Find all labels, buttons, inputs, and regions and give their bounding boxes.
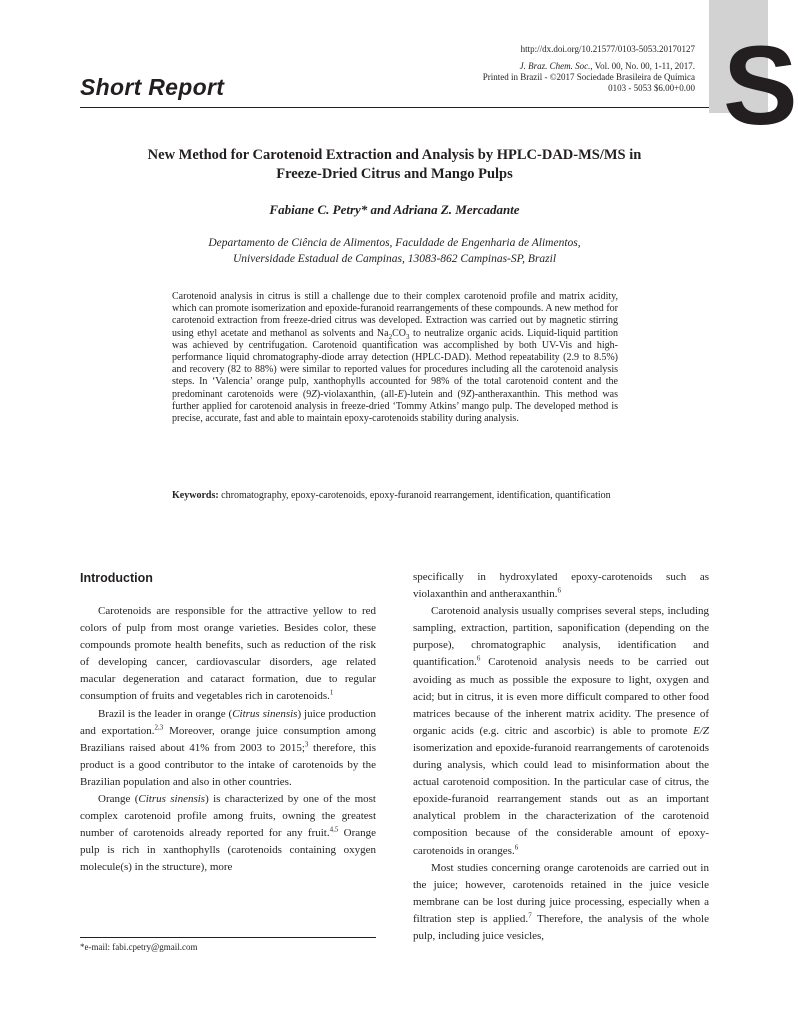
subscript: 2 [388, 332, 393, 341]
keywords-label: Keywords: [172, 490, 219, 501]
author-affiliation [80, 235, 709, 267]
paragraph-text: Moreover, orange juice consumption among Brazilians raised about 41% from 2003 to 2015; [80, 724, 376, 754]
abstract-text: )-lutein and (9 [403, 388, 466, 400]
section-logo-letter: S [723, 23, 798, 148]
journal-name: J. Braz. Chem. Soc. [519, 61, 591, 71]
paragraph-text: Therefore, the analysis of the whole pulp, including juice vesicles, [413, 912, 709, 942]
paragraph-text: Carotenoid analysis needs to be carried out avoiding as much as possible the exposure to light, oxygen and acid; but in citrus, it is even more difficult compared to other food matrices because of the inherent matrix acidity. The presence of organic acids (e.g. citric and ascorbic) is able to promote [413, 656, 709, 737]
citation-ref[interactable]: 1 [329, 688, 334, 697]
species-name: Citrus sinensis [138, 793, 206, 806]
paragraph [80, 791, 376, 876]
isomer-label: Z [311, 388, 317, 400]
right-column [413, 569, 709, 945]
paragraph-text: Carotenoids are responsible for the attractive yellow to red colors of pulp from most orange varieties. Besides color, these compounds promote health benefits, such as reduction of the risk of developing cancer, cardiovascular disorders, age related macular degeneration and cataract formation, due to regular consumption of fruits and vegetables rich in carotenoids. [80, 605, 376, 703]
paragraph-text: Brazil is the leader in orange ( [98, 707, 233, 720]
citation-ref[interactable]: 6 [514, 842, 519, 851]
paragraph [80, 603, 376, 706]
citation-ref[interactable]: 6 [476, 654, 481, 663]
abstract-text: Carotenoid analysis in citrus is still a challenge due to their complex carotenoid profile and matrix acidity, which can promote isomerization and epoxide-furanoid rearrangements of these compounds. A new method for carotenoid extraction from freeze-dried citrus was developed. Extraction was carried out by magnetic stirring using ethyl acetate and methanol as solvents and Na [172, 291, 618, 339]
abstract-text: to neutralize organic acids. Liquid-liquid partition was achieved by centrifugation. Carotenoid quantification was accomplished by both UV-Vis and high-performance liquid chromatography-diode array detection (HPLC-DAD). Method repeatability (2.9 to 8.5%) and recovery (82 to 88%) were similar to reported values for procedures including all the carotenoid analysis steps. In ‘Valencia’ orange pulp, xanthophylls accounted for 98% of the total carotenoid content and the predominant carotenoids were (9 [172, 327, 618, 400]
abstract-text: CO [392, 327, 406, 339]
printed-in: Printed in Brazil - ©2017 Sociedade Brasileira de Química [482, 72, 695, 82]
article-authors: Fabiane C. Petry* and Adriana Z. Mercadante [269, 202, 520, 217]
paragraph-text: Carotenoid analysis usually comprises several steps, including sampling, extraction, partition, saponification (depending on the purpose), chromatographic analysis, identification and quantification. [413, 605, 709, 669]
doi-link[interactable]: http://dx.doi.org/10.21577/0103-5053.20170127 [520, 44, 695, 54]
affiliation-line-2: Universidade Estadual de Campinas, 13083-862 Campinas-SP, Brazil [232, 253, 557, 265]
paragraph [413, 860, 709, 945]
paragraph [413, 603, 709, 859]
journal-citation [483, 61, 695, 72]
paragraph-text: Orange ( [98, 793, 139, 806]
citation-ref[interactable]: 4,5 [329, 825, 339, 834]
paragraph-text: therefore, this product is a good contributor to the intake of carotenoids by the Brazilian population and also in other countries. [80, 741, 376, 788]
issn-price: 0103 - 5053 $6.00+0.00 [608, 83, 695, 93]
citation-ref[interactable]: 7 [528, 911, 532, 920]
abstract-text: )-antheraxanthin. This method was further applied for carotenoid analysis in freeze-dried ‘Tommy Atkins’ mango pulp. The developed method is precise, accurate, fast and able to maintain epoxy-carotenoids stability during analysis. [172, 388, 618, 425]
subscript: 3 [406, 332, 410, 341]
species-name: Citrus sinensis [232, 707, 298, 720]
keywords-list: chromatography, epoxy-carotenoids, epoxy-furanoid rearrangement, identification, quantification [218, 490, 611, 501]
section-type-label: Short Report [80, 74, 225, 100]
citation-ref[interactable]: 3 [304, 740, 309, 749]
left-column [80, 570, 376, 877]
isomer-label: E [397, 388, 404, 400]
paragraph-text: Most studies concerning orange carotenoids are carried out in the juice; however, carotenoids retained in the juice vesicle membrane can be lost during juice processing, especially when a filtration step is applied. [413, 861, 709, 925]
section-corner-tab [709, 0, 798, 148]
abstract [172, 291, 618, 425]
article-title [80, 146, 709, 184]
paragraph-text: specifically in hydroxylated epoxy-carotenoids such as violaxanthin and antheraxanthin. [413, 571, 709, 601]
abstract-text: )-violaxanthin, (all- [316, 388, 398, 400]
paragraph [413, 569, 709, 603]
paragraph-text: Orange pulp is rich in xanthophylls (carotenoids containing oxygen molecule(s) in the structure), more [80, 827, 376, 874]
keywords [172, 490, 618, 503]
citation-ref[interactable]: 6 [557, 586, 561, 595]
paragraph-text: isomerization and epoxide-furanoid rearrangements of carotenoids during analysis, which could lead to misinformation about the actual carotenoid composition. In the particular case of citrus, the epoxide-furanoid rearrangement stands out as an important analytical problem in the characterization of the carotenoid composition because of the considerable amount of epoxy-carotenoids in oranges. [413, 741, 709, 857]
isomer-label: E/Z [693, 724, 709, 737]
footnote-divider [80, 937, 376, 938]
citation-ref[interactable]: 2,3 [154, 723, 164, 731]
title-line-2: Freeze-Dried Citrus and Mango Pulps [276, 166, 513, 182]
corresponding-email[interactable]: *e-mail: fabi.cpetry@gmail.com [80, 942, 198, 952]
paragraph [80, 706, 376, 791]
introduction-heading: Introduction [80, 571, 153, 585]
title-line-1: New Method for Carotenoid Extraction and Analysis by HPLC-DAD-MS/MS in [147, 147, 642, 163]
paragraph-text: ) is characterized by one of the most complex carotenoid profile among fruits, owning the greatest number of carotenoids already reported for any fruit. [80, 793, 376, 840]
journal-info [483, 61, 695, 94]
isomer-label: Z [465, 388, 472, 400]
affiliation-line-1: Departamento de Ciência de Alimentos, Faculdade de Engenharia de Alimentos, [208, 237, 581, 249]
header-divider [80, 107, 709, 108]
paragraph-text: ) juice production and exportation. [80, 707, 377, 737]
journal-volume: , Vol. 00, No. 00, 1-11, 2017. [590, 61, 695, 71]
